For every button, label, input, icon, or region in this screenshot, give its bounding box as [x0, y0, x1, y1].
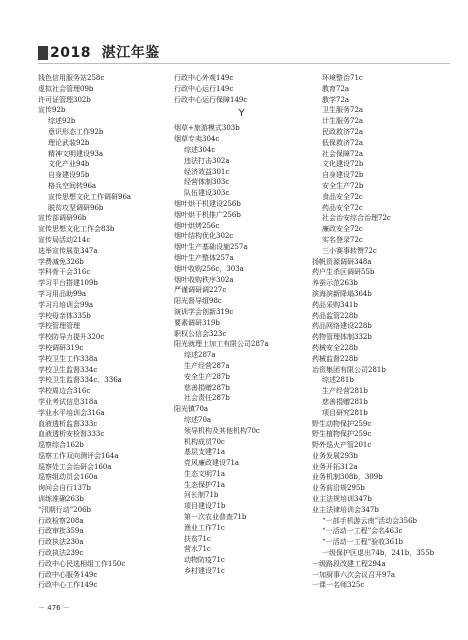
index-subentry: 食品安全72c — [322, 192, 363, 201]
index-subentry: 意识形态工作92b — [48, 127, 104, 136]
index-subentry: 经济效益301c — [184, 167, 230, 176]
index-entry: 学校卫生监督334c、336a — [38, 376, 122, 385]
index-subentry: 计生服务72a — [322, 117, 364, 126]
index-subentry: 慈善捐赠287b — [184, 383, 230, 392]
page-number: － 476 － — [38, 604, 70, 612]
index-entry: 学业考试信息318a — [38, 397, 98, 406]
index-subentry: 领导机构及其他机构70c — [184, 426, 260, 435]
index-subentry: 动物防疫71c — [184, 556, 225, 565]
index-subentry: “一活动一工程”会名463c — [322, 527, 403, 536]
index-subentry: 党风廉政建设71a — [184, 459, 240, 468]
index-entry: 业主法律培训会347b — [312, 505, 379, 514]
index-entry: 野生动物保护259c — [312, 419, 372, 428]
index-subentry: 经营体制303c — [184, 178, 230, 187]
index-subentry: 社会治安综合治理72c — [322, 214, 391, 223]
index-entry: 药械监督228b — [312, 354, 358, 363]
index-entry: 扬帆资源调研348a — [312, 257, 372, 266]
index-entry: 学校卫生监督334c — [38, 365, 98, 374]
index-subentry: 项目研究281b — [322, 408, 368, 417]
index-subentry: 文化产业94b — [48, 160, 90, 169]
index-entry: 业务机制308b，309b — [312, 473, 383, 482]
index-entry: 学习平台搭建109b — [38, 279, 98, 288]
index-entry: 烟草专卖304c — [174, 135, 220, 144]
index-entry: 业务发展293b — [312, 451, 358, 460]
index-entry: 阳光镇70a — [174, 405, 209, 414]
index-subentry: 卫生服务72a — [322, 106, 364, 115]
index-entry: 一加厨事六次会议召开97a — [312, 570, 396, 579]
index-subentry: 乡村建设71c — [184, 567, 225, 576]
index-entry: 选举宣传展览347a — [38, 246, 98, 255]
index-subentry: 机构成员70c — [184, 437, 225, 446]
index-entry: 一级路段改建工程294a — [312, 559, 386, 568]
index-entry: 行政审批359a — [38, 527, 84, 536]
index-entry: 宣传92b — [38, 106, 66, 115]
index-column-3 — [312, 73, 447, 591]
index-entry: 宣传思想文化工作会83b — [38, 225, 115, 234]
index-subentry: 一级保护区退出74b，241b，355b — [322, 549, 435, 558]
index-subentry: 廉政安全72c — [322, 225, 363, 234]
index-entry: 询问会自行137b — [38, 484, 91, 493]
index-entry: 烟叶烘干机建设256b — [174, 199, 241, 208]
index-entry: 要素调研319b — [174, 318, 220, 327]
index-subentry: 三小赛事转赞72c — [322, 246, 377, 255]
index-subentry: 实名登录72c — [322, 235, 363, 244]
index-subentry: 生产经营281b — [322, 387, 368, 396]
index-subentry: 自身建设95b — [48, 171, 90, 180]
index-entry: 一课一名师325c — [312, 581, 365, 590]
index-subentry: “一活动一工程”验收361b — [322, 538, 403, 547]
index-subentry: 慈善捐赠281b — [322, 397, 368, 406]
index-subentry: 渔业工作71c — [184, 523, 225, 532]
index-entry: 野生植物保护259c — [312, 430, 372, 439]
index-entry: 业务前沿规295b — [312, 484, 365, 493]
index-entry: 养蚕示范263b — [312, 279, 358, 288]
index-subentry: 综述287a — [184, 351, 216, 360]
index-entry: 行政中心服务149c — [38, 570, 98, 579]
index-entry: 学校管理管理 — [38, 322, 80, 331]
index-subentry: 教学72a — [322, 95, 350, 104]
index-subentry: 违法打击302a — [184, 156, 230, 165]
index-entry: 学校周边合316c — [38, 387, 91, 396]
index-column-1 — [38, 73, 173, 591]
index-entry: 职权公信会323c — [174, 329, 227, 338]
index-entry: 行政执法239c — [38, 549, 84, 558]
index-subentry: 项目建设71b — [184, 502, 226, 511]
index-entry: 学校母亲体335b — [38, 311, 91, 320]
index-entry: 阳光就理上加工有限公司287a — [174, 340, 269, 349]
index-subentry: 队伍建设303c — [184, 189, 230, 198]
header-title: 湛江年鉴 — [101, 45, 160, 61]
index-entry: 行政检察208a — [38, 516, 84, 525]
index-entry: 行政中心工作149c — [38, 581, 98, 590]
index-subentry: 综述281b — [322, 376, 354, 385]
index-entry: 烟叶结构优化302c — [174, 232, 234, 241]
index-entry: 烟叶生产整体257a — [174, 253, 234, 262]
index-entry: 学费减免326b — [38, 257, 84, 266]
index-entry: 业务开拓312a — [312, 462, 358, 471]
index-subentry: 综述92b — [48, 117, 76, 126]
index-subentry: 理论武装92b — [48, 138, 90, 147]
index-entry: 巡察综合162b — [38, 441, 84, 450]
index-entry: 烟叶收购256c，303a — [174, 264, 244, 273]
index-entry: 行政执法230a — [38, 538, 84, 547]
index-entry: 学校卫生工作338a — [38, 354, 98, 363]
index-subentry: 安全生产72b — [322, 181, 364, 190]
index-entry: 严谨调研调227c — [174, 286, 227, 295]
header-year: 2018 — [50, 45, 91, 61]
index-subentry: 河长制71b — [184, 491, 219, 500]
index-subentry: “一部手机游云南”活动会356b — [322, 516, 417, 525]
index-entry: 虚拟社会管理09b — [38, 84, 94, 93]
index-entry: 巡察组动员会160a — [38, 473, 98, 482]
index-entry: 宣传部调研96b — [38, 214, 87, 223]
index-subentry: 安全生产287b — [184, 372, 230, 381]
index-entry: 烟叶烘烤256c — [174, 221, 220, 230]
index-subentry: 生态文明71a — [184, 469, 226, 478]
index-entry: 烟草+旅游模式303b — [174, 124, 240, 133]
index-subentry: 第一次农业普查71b — [184, 513, 247, 522]
index-entry: 药品网络建设228b — [312, 322, 372, 331]
index-entry: 行政中心民选相组工作150c — [38, 559, 126, 568]
index-entry: 血液透析监督333c — [38, 419, 98, 428]
index-subentry: 环境整治71c — [322, 74, 363, 82]
index-entry: 巡察处工会治研会160a — [38, 462, 112, 471]
index-entry: 野外巡火产管201c — [312, 441, 372, 450]
index-section-letter: Y — [238, 108, 245, 120]
index-subentry: 综述304c — [184, 145, 216, 154]
index-entry: 药物管理体制332b — [312, 333, 372, 342]
index-entry: 巡察工作双向测评会164a — [38, 451, 119, 460]
index-entry: 阳光督导组98c — [174, 297, 222, 306]
index-subentry: 生产经营287a — [184, 361, 230, 370]
index-entry: “汛期行动”206b — [38, 505, 91, 514]
header-divider — [38, 63, 450, 64]
index-entry: 行政中心运行149c — [174, 84, 234, 93]
index-entry: 业主法规培训347b — [312, 495, 372, 504]
index-column-2 — [174, 73, 309, 577]
index-entry: 药户生杀区调研55b — [312, 268, 375, 277]
index-entry: 学科骨干会316c — [38, 268, 91, 277]
index-subentry: 教育72a — [322, 84, 350, 93]
index-entry: 烟叶烘干机推广256b — [174, 210, 241, 219]
index-entry: 滨海滨新降塌364b — [312, 289, 372, 298]
index-entry: 宣传局活动214c — [38, 235, 91, 244]
index-subentry: 药品安全72c — [322, 203, 363, 212]
index-entry: 药品采购341b — [312, 300, 358, 309]
index-entry: 学校调研319c — [38, 343, 84, 352]
index-subentry: 低保救济72a — [322, 138, 364, 147]
index-entry: 学习用品助99a — [38, 289, 87, 298]
index-entry: 药品监管228b — [312, 311, 358, 320]
index-subentry: 宣传思想文化工作调研96a — [48, 192, 132, 201]
header-accent-bar — [38, 46, 48, 60]
index-subentry: 基层支建71a — [184, 448, 226, 457]
index-entry: 冶资集团有限公司281b — [312, 365, 386, 374]
index-subentry: 文化建设72b — [322, 160, 364, 169]
index-subentry: 民政救济72a — [322, 127, 364, 136]
index-entry: 行政中心外观149c — [174, 74, 234, 82]
index-entry: 演训学会创新319c — [174, 307, 234, 316]
index-subentry: 脱贫攻坚调研96b — [48, 203, 104, 212]
index-entry: 许可证管理302b — [38, 95, 91, 104]
index-subentry: 格兵空间转96a — [48, 181, 97, 190]
index-entry: 行政中心运行保障149c — [174, 95, 248, 104]
index-entry: 钱色信用服务站258c — [38, 74, 105, 82]
index-subentry: 自身建设72b — [322, 171, 364, 180]
index-entry: 血液透析安检督333c — [38, 430, 105, 439]
index-entry: 训练准确263b — [38, 495, 84, 504]
index-entry: 药械安全228b — [312, 343, 358, 352]
index-subentry: 生态保护71a — [184, 480, 226, 489]
index-subentry: 社会责任287b — [184, 394, 230, 403]
index-entry: 烟叶收购秩序302a — [174, 275, 234, 284]
index-entry: 学校防导力提升320c — [38, 333, 105, 342]
index-entry: 烟叶生产基础设施257a — [174, 243, 248, 252]
index-subentry: 营水71c — [184, 545, 211, 554]
page-header — [50, 42, 160, 62]
index-subentry: 综述70a — [184, 415, 212, 424]
index-entry: 学业水平培训会316a — [38, 408, 105, 417]
index-subentry: 扶贫71c — [184, 534, 211, 543]
index-subentry: 精神文明建设93a — [48, 149, 104, 158]
index-subentry: 社会保障72a — [322, 149, 364, 158]
index-entry: 学习月培训会99a — [38, 300, 94, 309]
